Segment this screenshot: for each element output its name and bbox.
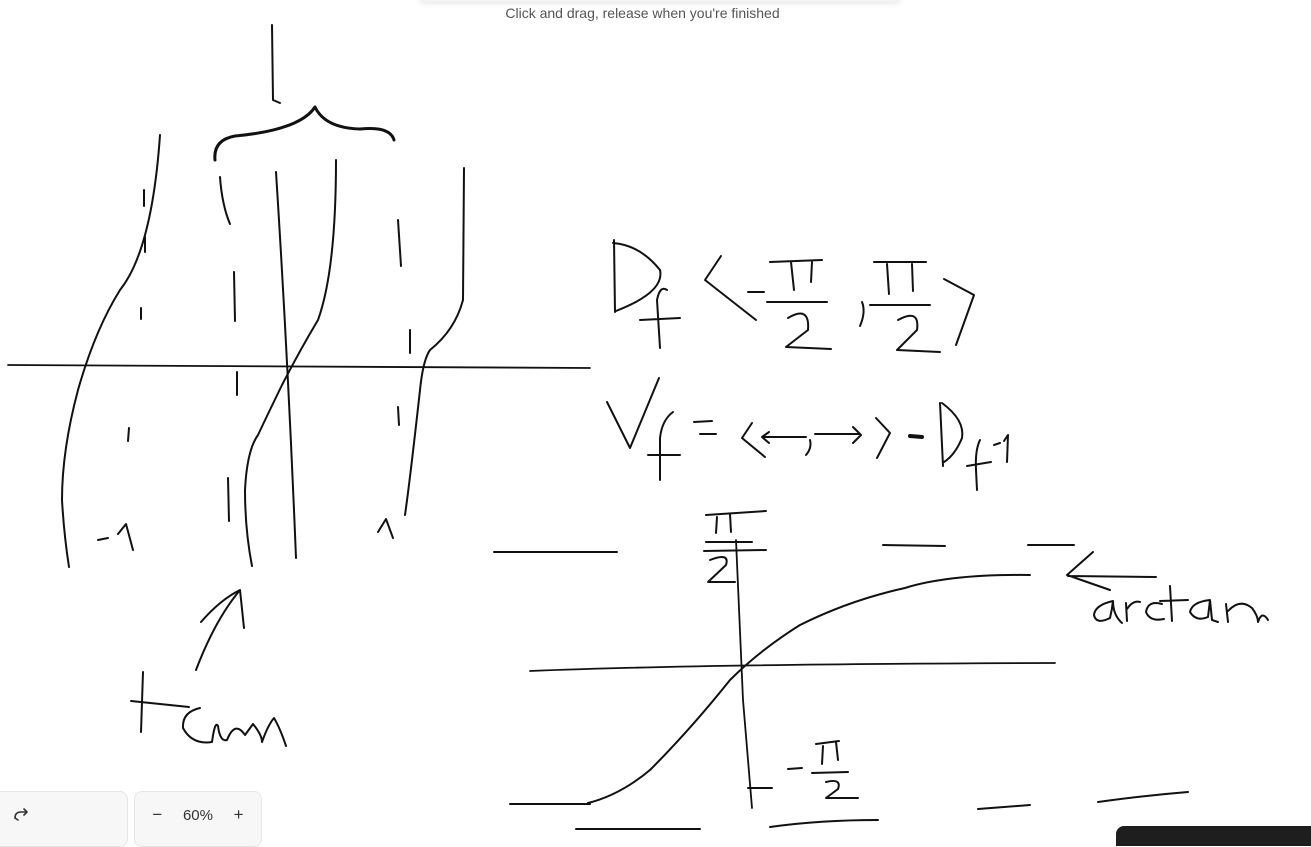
asymptote-dash <box>128 428 129 441</box>
handwriting-equals <box>910 436 922 437</box>
asymptote-bottom <box>1098 792 1188 802</box>
x-axis-left <box>8 365 590 368</box>
handwriting-two <box>826 781 858 798</box>
label-minus-one <box>118 524 133 550</box>
handwriting-D <box>940 403 962 466</box>
handwriting-pi <box>770 260 822 290</box>
redo-arrow-icon <box>12 806 30 824</box>
handwriting-comma <box>806 440 811 455</box>
redo-arrow-icon[interactable] <box>9 803 33 827</box>
asymptote-bottom <box>978 805 1030 809</box>
asymptote-dash <box>228 478 229 521</box>
handwriting-arctan <box>1094 601 1122 623</box>
handwriting-arctan <box>1126 602 1140 621</box>
arrow-up-icon <box>196 590 244 670</box>
handwriting-angle-left <box>742 423 765 457</box>
asymptote-top <box>883 545 945 546</box>
handwriting-inverse <box>994 435 1008 462</box>
asymptote-bottom <box>770 820 878 827</box>
hint-text: Click and drag, release when you're finished <box>505 5 780 21</box>
handwriting-two <box>708 557 735 582</box>
handwriting-arctan <box>1226 604 1268 622</box>
handwriting-V <box>607 378 659 448</box>
curly-brace <box>215 107 394 160</box>
handwriting-D <box>613 240 660 312</box>
handwriting-pi <box>816 741 839 764</box>
asymptote-dash <box>398 407 399 425</box>
handwriting-f <box>967 440 991 490</box>
zoom-level[interactable]: 60% <box>182 806 213 824</box>
asymptote-dash <box>398 220 401 266</box>
y-axis-top-stroke <box>272 25 280 103</box>
right-arrow-icon <box>815 427 861 443</box>
handwriting-pi <box>874 262 926 294</box>
handwriting-arctan <box>1146 603 1164 620</box>
zoom-in-button[interactable]: + <box>233 805 244 824</box>
handwriting-arctan <box>1190 600 1218 622</box>
left-arrow-icon <box>762 432 806 443</box>
x-axis-right <box>530 663 1055 671</box>
tan-graph <box>8 25 590 746</box>
domain-range-notes <box>607 240 1008 490</box>
arctan-graph <box>494 511 1268 829</box>
handwriting-angle-left <box>705 256 756 320</box>
handwriting-angle-right <box>876 418 890 458</box>
handwriting-f <box>640 289 680 348</box>
y-axis-right <box>736 540 752 808</box>
handwriting-arctan <box>1160 586 1188 621</box>
fraction-bar <box>812 772 848 773</box>
label-one <box>378 519 393 538</box>
label-minus-one <box>98 538 108 540</box>
handwriting-tan <box>131 672 189 732</box>
handwriting-tan <box>183 708 286 746</box>
zoom-out-button[interactable]: − <box>152 805 163 824</box>
zoom-panel <box>134 791 262 847</box>
history-panel <box>0 791 128 847</box>
tan-branch-middle <box>245 160 336 566</box>
handwriting-two <box>897 316 940 352</box>
fraction-bar <box>704 550 766 551</box>
handwriting-two <box>786 314 831 349</box>
bottom-right-panel[interactable] <box>1116 826 1311 846</box>
asymptote-dash <box>234 272 235 321</box>
handwriting-minus <box>788 768 802 769</box>
tan-branch-right <box>405 168 464 515</box>
tan-branch-left <box>62 135 160 567</box>
handwriting-angle-right <box>944 279 974 345</box>
arctan-curve <box>588 575 1030 803</box>
handwriting-comma <box>860 302 864 326</box>
left-arrow-icon <box>1067 552 1156 590</box>
handwriting-pi <box>706 511 766 533</box>
asymptote-dash <box>220 177 230 224</box>
handwriting-f <box>648 412 680 480</box>
handwriting-equals <box>694 421 716 434</box>
